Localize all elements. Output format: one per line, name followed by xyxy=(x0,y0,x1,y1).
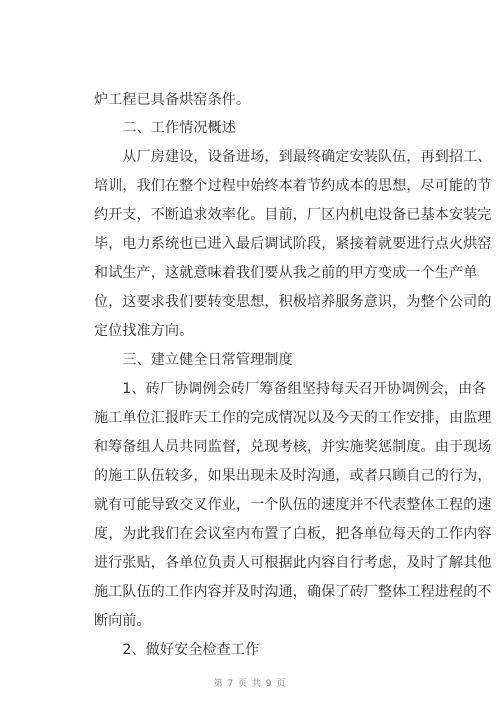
section-heading: 二、工作情况概述 xyxy=(94,120,236,136)
paragraph-line: 施工单位汇报昨天工作的完成情况以及今天的工作安排，由监理 xyxy=(94,410,492,426)
paragraph-line: 约开支，不断追求效率化。目前，厂区内机电设备已基本安装完 xyxy=(94,207,492,223)
section-heading: 三、建立健全日常管理制度 xyxy=(94,352,293,368)
paragraph-line: 毕，电力系统也已进入最后调试阶段，紧接着就要进行点火烘窑 xyxy=(94,236,492,252)
paragraph-line: 从厂房建设，设备进场，到最终确定安装队伍，再到招工、 xyxy=(94,149,492,165)
paragraph-line: 1、砖厂协调例会砖厂筹备组坚持每天召开协调例会，由各 xyxy=(94,381,487,397)
paragraph-line: 炉工程已具备烘窑条件。 xyxy=(94,92,251,108)
paragraph-line: 的施工队伍较多，如果出现未及时沟通，或者只顾自己的行为， xyxy=(94,468,492,484)
paragraph-line: 位，这要求我们要转变思想，积极培养服务意识，为整个公司的 xyxy=(94,294,492,310)
paragraph-line: 就有可能导致交叉作业，一个队伍的速度并不代表整体工程的速 xyxy=(94,497,492,513)
section-heading: 2、做好安全检查工作 xyxy=(94,642,260,658)
paragraph-line: 和试生产，这就意味着我们要从我之前的甲方变成一个生产单 xyxy=(94,265,478,281)
paragraph-line: 培训，我们在整个过程中始终本着节约成本的思想，尽可能的节 xyxy=(94,178,492,194)
paragraph-line: 和筹备组人员共同监督，兑现考核，并实施奖惩制度。由于现场 xyxy=(94,439,492,455)
paragraph-line: 度，为此我们在会议室内布置了白板，把各单位每天的工作内容 xyxy=(94,526,492,542)
page-footer: 第 7 页 共 9 页 xyxy=(213,679,287,689)
paragraph-line: 进行张贴，各单位负责人可根据此内容自行考虑，及时了解其他 xyxy=(94,555,492,571)
paragraph-line: 定位找准方向。 xyxy=(94,323,194,339)
paragraph-line: 施工队伍的工作内容并及时沟通，确保了砖厂整体工程进程的不 xyxy=(94,584,492,600)
paragraph-line: 断向前。 xyxy=(94,613,151,629)
